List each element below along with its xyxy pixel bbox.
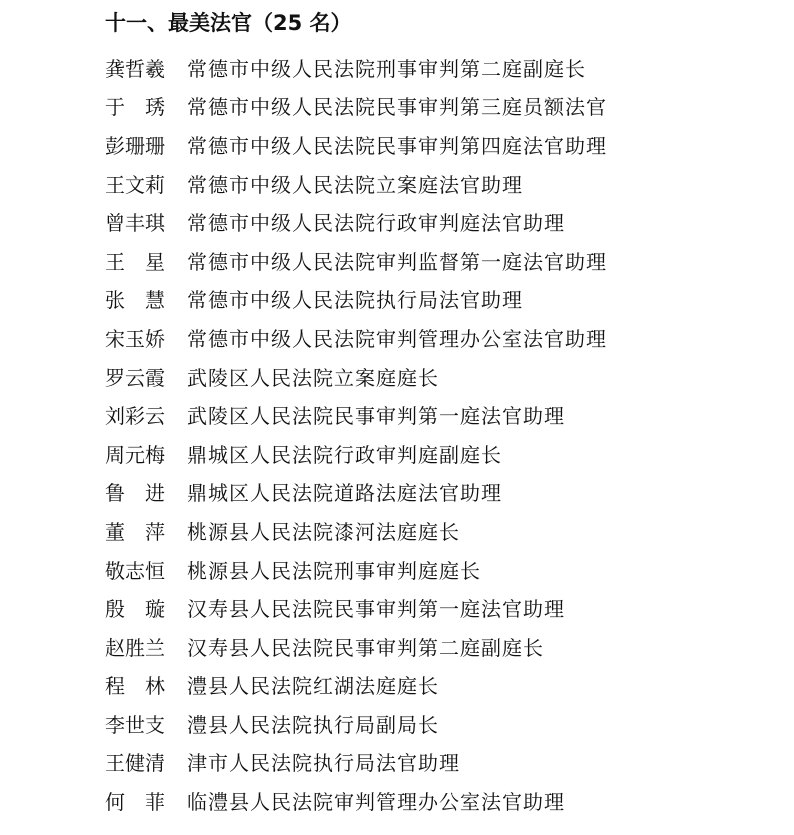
list-item <box>105 48 607 87</box>
judge-name: 何 菲 <box>105 790 165 815</box>
judge-title: 汉寿县人民法院民事审判第一庭法官助理 <box>187 597 565 622</box>
list-item <box>105 588 607 627</box>
judge-name: 曾丰琪 <box>105 211 165 236</box>
judge-name: 于 琇 <box>105 95 165 120</box>
judge-name: 罗云霞 <box>105 365 165 390</box>
judge-title: 常德市中级人民法院审判管理办公室法官助理 <box>187 326 607 351</box>
judge-name: 王文莉 <box>105 172 165 197</box>
section-heading: 十一、最美法官（25 名） <box>105 11 352 35</box>
list-item <box>105 550 607 589</box>
list-item <box>105 743 607 782</box>
judge-list <box>105 48 607 820</box>
judge-name: 宋玉娇 <box>105 326 165 351</box>
judge-title: 鼎城区人民法院道路法庭法官助理 <box>187 481 502 506</box>
list-item <box>105 511 607 550</box>
list-item <box>105 357 607 396</box>
judge-title: 常德市中级人民法院刑事审判第二庭副庭长 <box>187 56 586 81</box>
list-item <box>105 666 607 705</box>
judge-name: 周元梅 <box>105 442 165 467</box>
judge-title: 桃源县人民法院漆河法庭庭长 <box>187 519 460 544</box>
judge-title: 澧县人民法院执行局副局长 <box>187 712 439 737</box>
list-item <box>105 125 607 164</box>
list-item <box>105 202 607 241</box>
judge-name: 鲁 进 <box>105 481 165 506</box>
judge-title: 武陵区人民法院立案庭庭长 <box>187 365 439 390</box>
judge-title: 常德市中级人民法院行政审判庭法官助理 <box>187 211 565 236</box>
list-item <box>105 87 607 126</box>
judge-name: 殷 璇 <box>105 597 165 622</box>
list-item <box>105 781 607 820</box>
judge-title: 桃源县人民法院刑事审判庭庭长 <box>187 558 481 583</box>
list-item <box>105 395 607 434</box>
list-item <box>105 280 607 319</box>
judge-name: 王 星 <box>105 249 165 274</box>
judge-name: 敬志恒 <box>105 558 165 583</box>
list-item <box>105 704 607 743</box>
list-item <box>105 627 607 666</box>
judge-title: 常德市中级人民法院立案庭法官助理 <box>187 172 523 197</box>
judge-title: 武陵区人民法院民事审判第一庭法官助理 <box>187 404 565 429</box>
judge-title: 鼎城区人民法院行政审判庭副庭长 <box>187 442 502 467</box>
list-item <box>105 473 607 512</box>
list-item <box>105 164 607 203</box>
judge-name: 董 萍 <box>105 519 165 544</box>
judge-title: 澧县人民法院红湖法庭庭长 <box>187 674 439 699</box>
judge-title: 汉寿县人民法院民事审判第二庭副庭长 <box>187 635 544 660</box>
judge-title: 津市人民法院执行局法官助理 <box>187 751 460 776</box>
judge-name: 赵胜兰 <box>105 635 165 660</box>
judge-title: 常德市中级人民法院民事审判第三庭员额法官 <box>187 95 607 120</box>
judge-title: 临澧县人民法院审判管理办公室法官助理 <box>187 790 565 815</box>
judge-title: 常德市中级人民法院审判监督第一庭法官助理 <box>187 249 607 274</box>
judge-name: 彭珊珊 <box>105 133 165 158</box>
judge-name: 龚哲羲 <box>105 56 165 81</box>
list-item <box>105 434 607 473</box>
judge-name: 李世支 <box>105 712 165 737</box>
judge-title: 常德市中级人民法院执行局法官助理 <box>187 288 523 313</box>
judge-title: 常德市中级人民法院民事审判第四庭法官助理 <box>187 133 607 158</box>
judge-name: 张 慧 <box>105 288 165 313</box>
list-item <box>105 241 607 280</box>
list-item <box>105 318 607 357</box>
judge-name: 程 林 <box>105 674 165 699</box>
judge-name: 刘彩云 <box>105 404 165 429</box>
judge-name: 王健清 <box>105 751 165 776</box>
